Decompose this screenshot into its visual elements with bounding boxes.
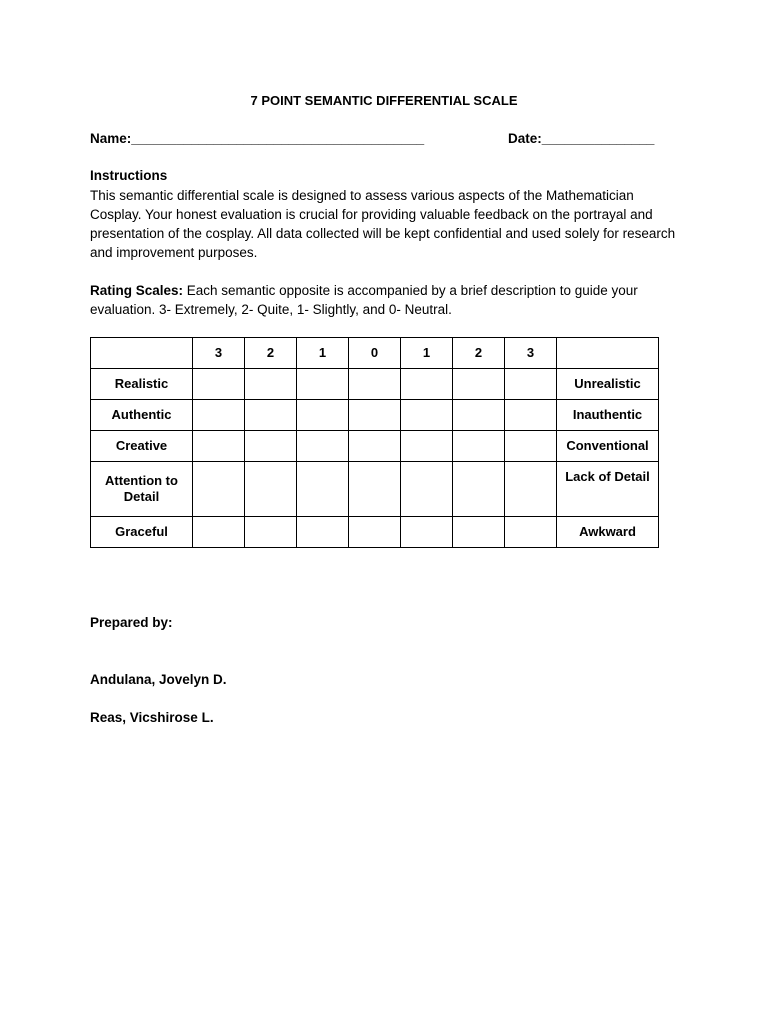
rating-cell[interactable] [505,369,557,400]
left-adjective: Authentic [91,400,193,431]
rating-cell[interactable] [401,517,453,548]
name-field: Name:_______________________________________ [90,131,425,146]
author-name: Reas, Vicshirose L. [90,710,214,725]
rating-cell[interactable] [245,369,297,400]
header-point: 1 [297,338,349,369]
rating-cell[interactable] [349,517,401,548]
rating-cell[interactable] [297,400,349,431]
header-blank-right [557,338,659,369]
right-adjective: Lack of Detail [557,462,659,517]
rating-cell[interactable] [505,517,557,548]
rating-cell[interactable] [453,400,505,431]
rating-cell[interactable] [297,517,349,548]
author-name: Andulana, Jovelyn D. [90,672,227,687]
header-point: 3 [505,338,557,369]
semantic-scale-table [90,337,659,548]
header-blank-left [91,338,193,369]
left-adjective: Creative [91,431,193,462]
rating-cell[interactable] [401,462,453,517]
rating-cell[interactable] [505,462,557,517]
rating-cell[interactable] [401,400,453,431]
rating-scales-paragraph [90,281,680,319]
rating-scales-text: Each semantic opposite is accompanied by a brief description to guide your evaluation. 3- Extremely, 2- Quite, 1- Slightly, and 0- Neutral. [90,283,638,317]
header-point: 2 [245,338,297,369]
rating-cell[interactable] [245,462,297,517]
rating-cell[interactable] [193,431,245,462]
right-adjective: Conventional [557,431,659,462]
table-row [91,400,659,431]
rating-cell[interactable] [349,400,401,431]
instructions-heading: Instructions [90,168,168,183]
left-adjective: Graceful [91,517,193,548]
rating-cell[interactable] [505,431,557,462]
left-adjective: Realistic [91,369,193,400]
rating-cell[interactable] [349,462,401,517]
table-row [91,462,659,517]
rating-cell[interactable] [297,431,349,462]
rating-cell[interactable] [453,462,505,517]
rating-cell[interactable] [297,369,349,400]
rating-cell[interactable] [453,517,505,548]
right-adjective: Awkward [557,517,659,548]
rating-cell[interactable] [245,431,297,462]
instructions-body: This semantic differential scale is designed to assess various aspects of the Mathematician Cosplay. Your honest evaluation is crucial for providing valuable feedback on the portrayal and presentation of the cosplay. All data collected will be kept confidential and used solely for research and improvement purposes. [90,188,676,260]
rating-cell[interactable] [245,517,297,548]
rating-cell[interactable] [453,369,505,400]
table-row [91,431,659,462]
rating-cell[interactable] [349,431,401,462]
rating-cell[interactable] [193,517,245,548]
rating-scales-label: Rating Scales: [90,283,184,298]
header-point: 2 [453,338,505,369]
rating-cell[interactable] [245,400,297,431]
rating-cell[interactable] [401,369,453,400]
rating-cell[interactable] [401,431,453,462]
header-point: 3 [193,338,245,369]
rating-cell[interactable] [193,400,245,431]
rating-cell[interactable] [505,400,557,431]
header-point: 0 [349,338,401,369]
rating-cell[interactable] [193,462,245,517]
table-row [91,517,659,548]
left-adjective: Attention to Detail [91,462,193,517]
right-adjective: Unrealistic [557,369,659,400]
header-point: 1 [401,338,453,369]
table-row [91,369,659,400]
page-title: 7 POINT SEMANTIC DIFFERENTIAL SCALE [250,93,518,108]
rating-cell[interactable] [349,369,401,400]
rating-cell[interactable] [297,462,349,517]
rating-cell[interactable] [453,431,505,462]
date-field: Date:_______________ [508,131,655,146]
table-header-row [91,338,659,369]
right-adjective: Inauthentic [557,400,659,431]
rating-cell[interactable] [193,369,245,400]
prepared-by-label: Prepared by: [90,615,173,630]
